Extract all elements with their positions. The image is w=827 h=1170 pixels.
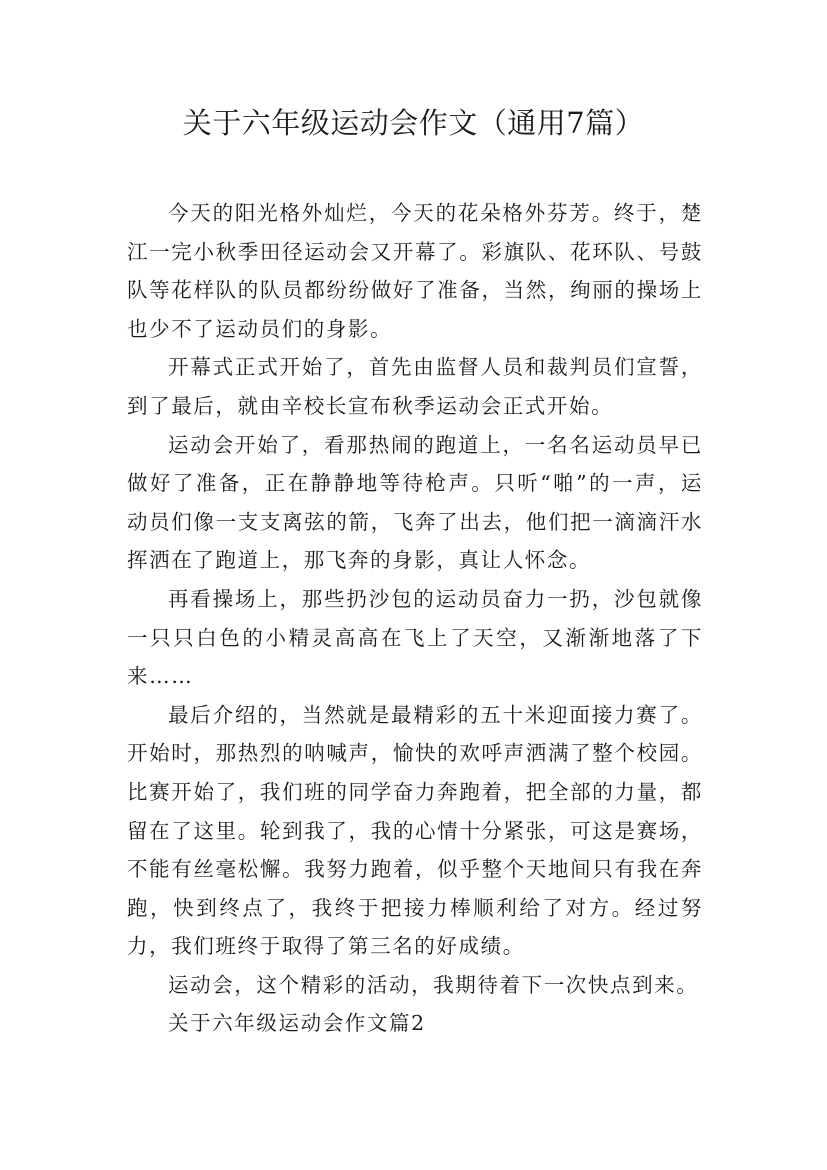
section-heading: 关于六年级运动会作文篇2 <box>168 1011 426 1036</box>
document-title: 关于六年级运动会作文（通用7篇） <box>182 106 645 140</box>
paragraph: 再看操场上，那些扔沙包的运动员奋力一扔，沙包就像一只只白色的小精灵高高在飞上了天空，又渐渐地落了下来…… <box>127 586 703 689</box>
paragraph: 开幕式正式开始了，首先由监督人员和裁判员们宣誓，到了最后，就由辛校长宣布秋季运动会正式开始。 <box>127 355 703 418</box>
paragraph: 运动会，这个精彩的活动，我期待着下一次快点到来。 <box>168 972 699 997</box>
paragraph: 运动会开始了，看那热闹的跑道上，一名名运动员早已做好了准备，正在静静地等待枪声。只听“啪”的一声，运动员们像一支支离弦的箭，飞奔了出去，他们把一滴滴汗水挥洒在了跑道上，那飞奔的身影，真让人怀念。 <box>127 432 703 573</box>
document-body <box>127 194 703 1043</box>
paragraph: 今天的阳光格外灿烂，今天的花朵格外芬芳。终于，楚江一完小秋季田径运动会又开幕了。彩旗队、花环队、号鼓队等花样队的队员都纷纷做好了准备，当然，绚丽的操场上也少不了运动员们的身影。 <box>127 201 703 341</box>
paragraph: 最后介绍的，当然就是最精彩的五十米迎面接力赛了。开始时，那热烈的呐喊声，愉快的欢呼声洒满了整个校园。比赛开始了，我们班的同学奋力奔跑着，把全部的力量，都留在了这里。轮到我了，我的心情十分紧张，可这是赛场，不能有丝毫松懈。我努力跑着，似乎整个天地间只有我在奔跑，快到终点了，我终于把接力棒顺利给了对方。经过努力，我们班终于取得了第三名的好成绩。 <box>127 702 703 959</box>
